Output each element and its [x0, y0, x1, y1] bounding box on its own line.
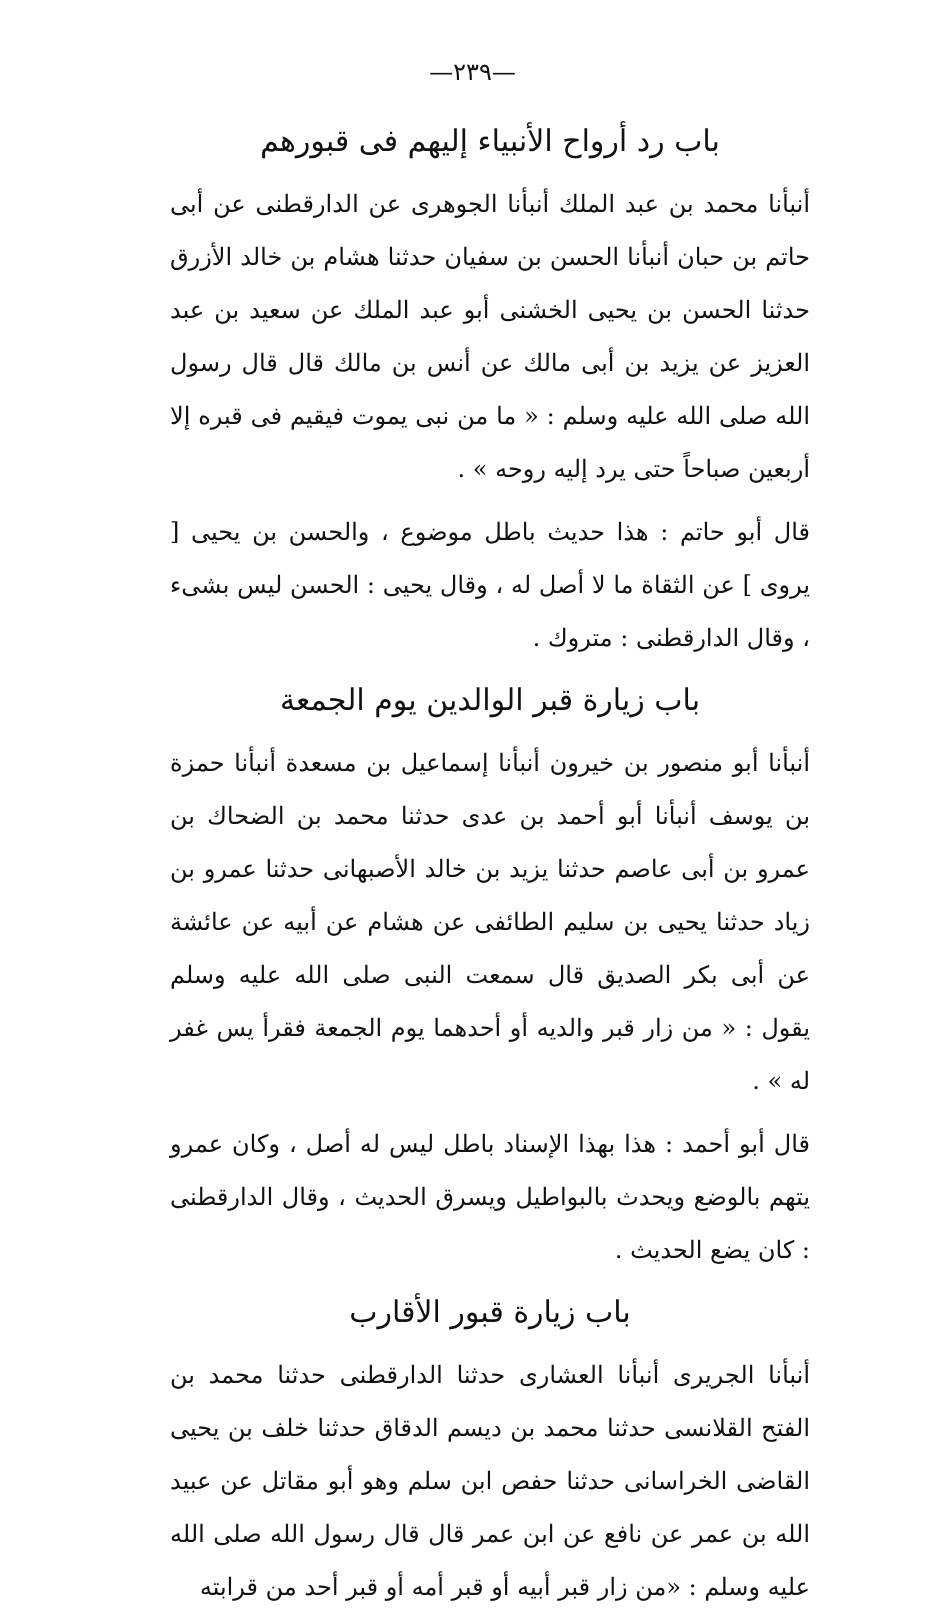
- paragraph-1-1: أنبأنا محمد بن عبد الملك أنبأنا الجوهرى عن الدارقطنى عن أبى حاتم بن حبان أنبأنا الحسن بن سفيان حدثنا هشام بن خالد الأزرق حدثنا الحسن بن يحيى الخشنى أبو عبد الملك عن سعيد بن عبد العزيز عن يزيد بن أبى مالك عن أنس بن مالك قال قال رسول الله صلى الله عليه وسلم : « ما من نبى يموت فيقيم فى قبره إلا أربعين صباحاً حتى يرد إليه روحه » .: [170, 190, 810, 483]
- chapter-title-1: باب رد أرواح الأنبياء إليهم فى قبورهم: [260, 124, 720, 159]
- page-number: —٢٣٩—: [429, 58, 516, 86]
- chapter-title-3: باب زيارة قبور الأقارب: [349, 1295, 631, 1330]
- paragraph-2-1: أنبأنا أبو منصور بن خيرون أنبأنا إسماعيل بن مسعدة أنبأنا حمزة بن يوسف أنبأنا أبو أحمد بن عدى حدثنا محمد بن الضحاك بن عمرو بن أبى عاصم حدثنا يزيد بن خالد الأصبهانى حدثنا عمرو بن زياد حدثنا يحيى بن سليم الطائفى عن هشام عن أبيه عن عائشة عن أبى بكر الصديق قال سمعت النبى صلى الله عليه وسلم يقول : « من زار قبر والديه أو أحدهما يوم الجمعة فقرأ يس غفر له » .: [170, 749, 810, 1095]
- chapter-title-2: باب زيارة قبر الوالدين يوم الجمعة: [279, 683, 701, 718]
- section-3: [170, 1291, 810, 1614]
- section-1: [170, 120, 810, 665]
- section-2: [170, 679, 810, 1277]
- paragraph-3-1: أنبأنا الجريرى أنبأنا العشارى حدثنا الدارقطنى حدثنا محمد بن الفتح القلانسى حدثنا محمد بن ديسم الدقاق حدثنا خلف بن يحيى القاضى الخراسانى حدثنا حفص ابن سلم وهو أبو مقاتل عن عبيد الله بن عمر عن نافع عن ابن عمر قال قال رسول الله صلى الله عليه وسلم : «من زار قبر أبيه أو قبر أمه أو قبر أحد من قرابته: [170, 1361, 810, 1601]
- page-content: [170, 120, 810, 1614]
- paragraph-2-2: قال أبو أحمد : هذا بهذا الإسناد باطل ليس له أصل ، وكان عمرو يتهم بالوضع ويحدث بالبواطيل ويسرق الحديث ، وقال الدارقطنى : كان يضع الحديث .: [170, 1130, 810, 1264]
- paragraph-1-2: قال أبو حاتم : هذا حديث باطل موضوع ، والحسن بن يحيى [ يروى ] عن الثقاة ما لا أصل له ، وقال يحيى : الحسن ليس بشىء ، وقال الدارقطنى : متروك .: [170, 518, 810, 652]
